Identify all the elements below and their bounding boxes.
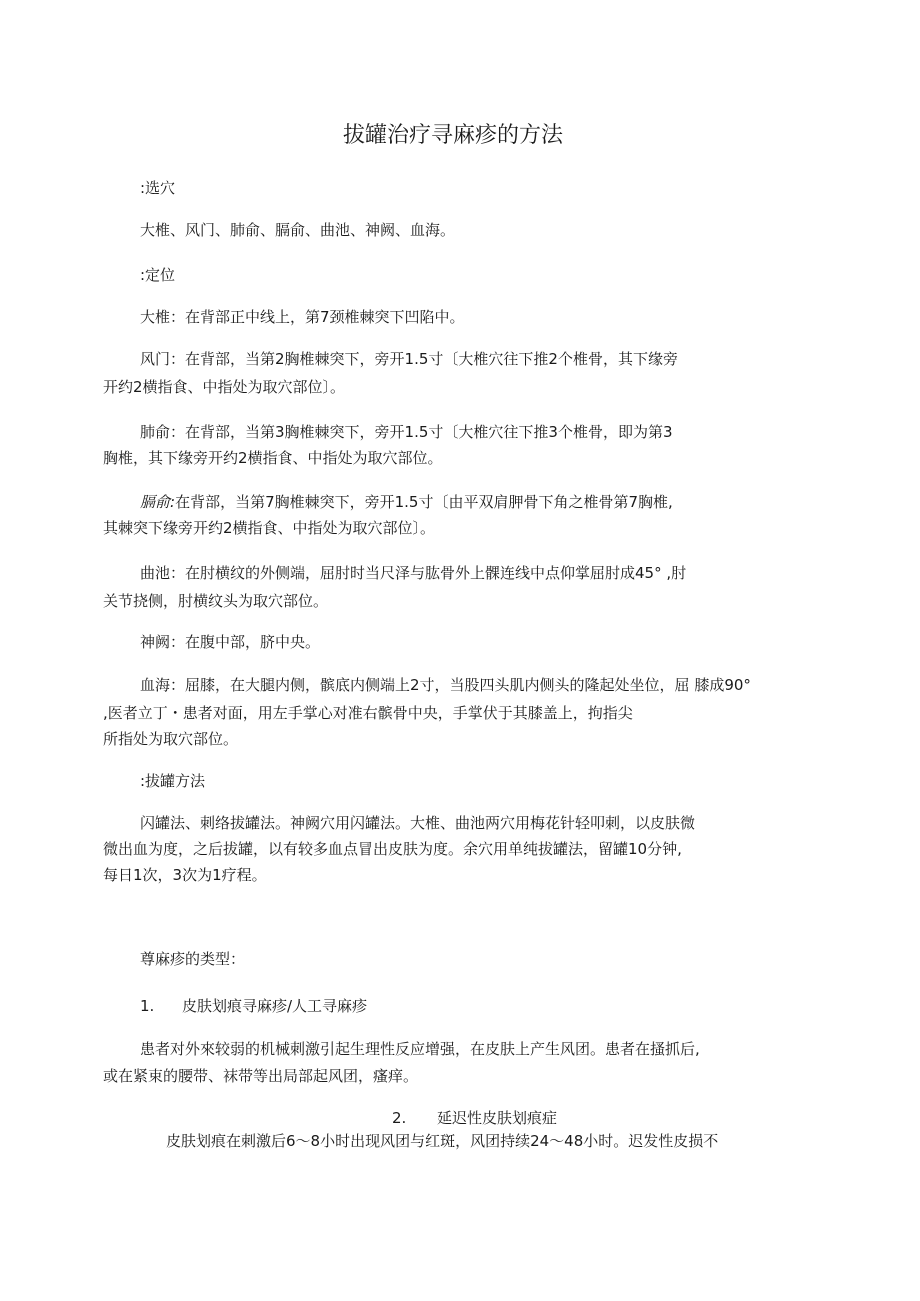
paragraph-type2-line1: 皮肤划痕在刺激后6～8小时出现风团与红斑，风团持续24～48小时。迟发性皮损不: [166, 1132, 719, 1150]
type1-number: 1.: [140, 997, 155, 1015]
geshu-label: 膈俞:: [140, 493, 176, 511]
paragraph-geshu-line2: 其棘突下缘旁开约2横指食、中指处为取穴部位〕。: [103, 519, 436, 537]
paragraph-quchi-line1: 曲池：在肘横纹的外侧端，屈肘时当尺泽与肱骨外上髁连线中点仰掌屈肘成45° ,肘: [140, 564, 687, 582]
paragraph-fengmen-line1: 风门：在背部，当第2胸椎棘突下，旁开1.5寸〔大椎穴往下推2个椎骨，其下缘旁: [140, 350, 678, 368]
section-heading-xuanxue: :选穴: [140, 179, 176, 197]
paragraph-feishu-line2: 胸椎，其下缘旁开约2横指食、中指处为取穴部位。: [103, 449, 443, 467]
section-heading-dingwei: :定位: [140, 266, 176, 284]
paragraph-xuehai-line1: 血海：屈膝，在大腿内侧，髌底内侧端上2寸，当股四头肌内侧头的隆起处坐位，屈 膝成90°: [140, 676, 751, 694]
type1-heading: 皮肤划痕寻麻疹/人工寻麻疹: [182, 997, 368, 1015]
paragraph-baguan-line3: 每日1次，3次为1疗程。: [103, 866, 267, 884]
type2-number: 2.: [392, 1109, 407, 1127]
section-heading-baguan: :拔罐方法: [140, 772, 206, 790]
acupoint-list: 大椎、风门、肺俞、膈俞、曲池、神阙、血海。: [140, 221, 456, 239]
paragraph-dazhui: 大椎：在背部正中线上，第7颈椎棘突下凹陷中。: [140, 308, 465, 326]
section-heading-types: 尊麻疹的类型：: [140, 950, 246, 968]
geshu-text: 在背部，当第7胸椎棘突下，旁开1.5寸〔由平双肩胛骨下角之椎骨第7胸椎,: [175, 493, 673, 511]
paragraph-shenque: 神阙：在腹中部，脐中央。: [140, 633, 321, 651]
page-title: 拔罐治疗寻麻疹的方法: [343, 123, 564, 148]
paragraph-baguan-line2: 微出血为度，之后拔罐，以有较多血点冒出皮肤为度。余穴用单纯拔罐法，留罐10分钟,: [103, 840, 682, 858]
paragraph-type1-line1: 患者对外來较弱的机械刺激引起生理性反应增强，在皮肤上产生风团。患者在搔抓后,: [140, 1040, 700, 1058]
paragraph-type1-line2: 或在紧束的腰带、袜带等出局部起风团，瘙痒。: [103, 1067, 419, 1085]
paragraph-fengmen-line2: 开约2横指食、中指处为取穴部位〕。: [103, 378, 346, 396]
paragraph-feishu-line1: 肺俞：在背部，当第3胸椎棘突下，旁开1.5寸〔大椎穴往下推3个椎骨，即为第3: [140, 423, 673, 441]
paragraph-quchi-line2: 关节挠侧，肘横纹头为取穴部位。: [103, 592, 329, 610]
paragraph-xuehai-line3: 所指处为取穴部位。: [103, 730, 239, 748]
paragraph-baguan-line1: 闪罐法、刺络拔罐法。神阙穴用闪罐法。大椎、曲池两穴用梅花针轻叩刺，以皮肤微: [140, 814, 696, 832]
paragraph-geshu-line1: [140, 492, 673, 512]
type2-heading: 延迟性皮肤划痕症: [437, 1109, 558, 1127]
paragraph-xuehai-line2: ,医者立丁・患者对面，用左手掌心对准右髌骨中央，手掌伏于其膝盖上，拘指尖: [103, 704, 633, 722]
